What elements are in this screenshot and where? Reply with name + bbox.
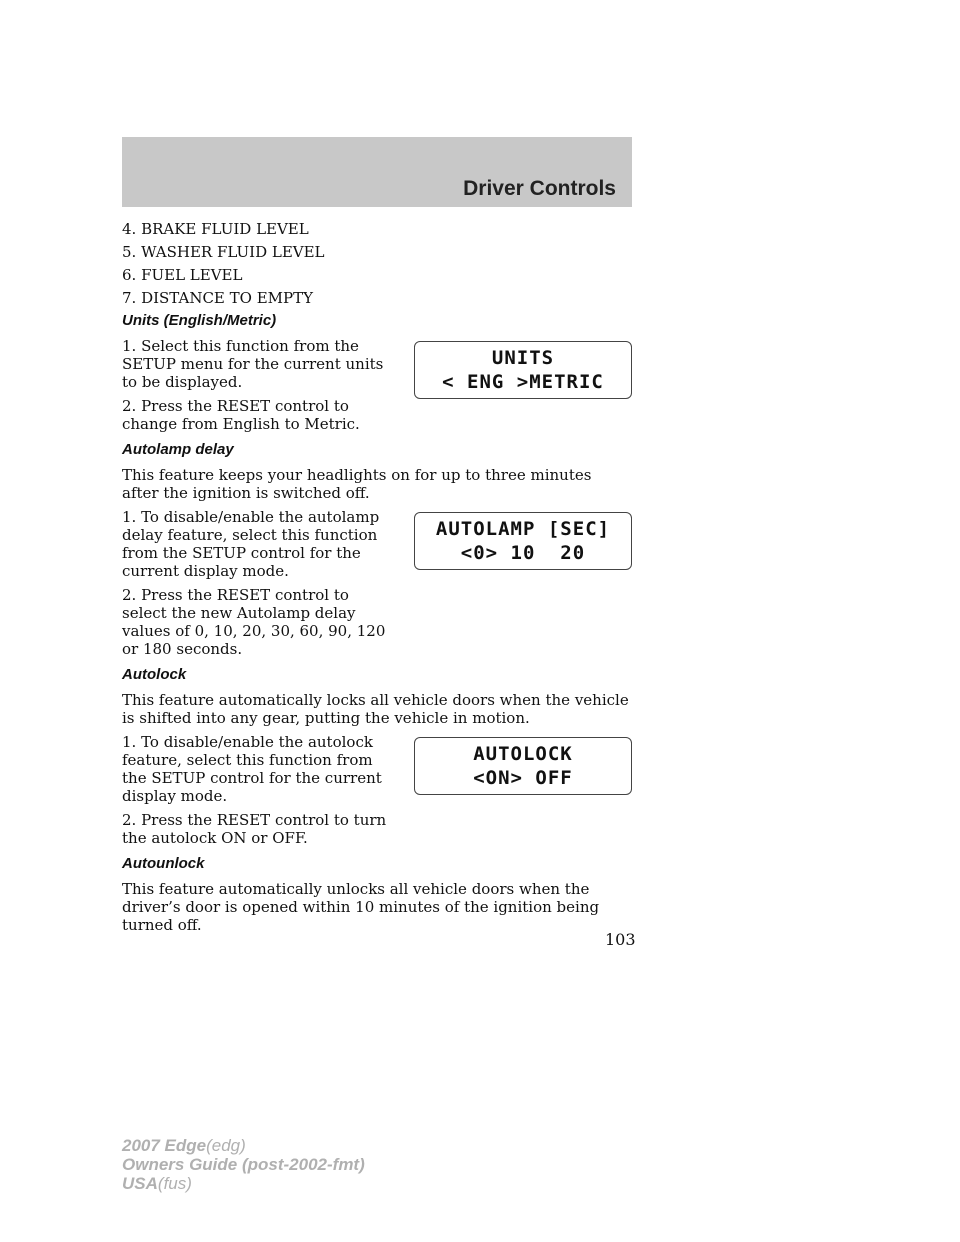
footer-model: 2007 Edge [122, 1136, 207, 1155]
autolamp-step-2: 2. Press the RESET control to select the new Autolamp delay values of 0, 10, 20, 30, 60, 90, 120 or 180 seconds. [122, 586, 386, 658]
list-item: 7. DISTANCE TO EMPTY [122, 289, 314, 307]
autolock-intro: This feature automatically locks all vehicle doors when the vehicle is shifted into any gear, putting the vehicle in motion. [122, 691, 629, 727]
page-number: 103 [605, 930, 636, 949]
units-display-line-2: < ENG >METRIC [442, 371, 604, 393]
list-item: 4. BRAKE FLUID LEVEL [122, 220, 309, 238]
units-heading: Units (English/Metric) [122, 312, 277, 329]
autolamp-display-line-1: AUTOLAMP [SEC] [435, 518, 611, 540]
autolamp-section [122, 508, 632, 664]
footer-model-code: (edg) [206, 1136, 246, 1155]
autolamp-display-line-2: <0> 10 20 [460, 542, 586, 564]
autounlock-intro: This feature automatically unlocks all vehicle doors when the driver’s door is opened within 10 minutes of the ignition being turned off. [122, 880, 600, 934]
footer-market-code: (fus) [157, 1174, 192, 1193]
autolock-display [414, 737, 632, 795]
autolock-display-line-2: <ON> OFF [473, 767, 573, 789]
autolamp-step-1: 1. To disable/enable the autolamp delay feature, select this function from the SETUP control for the current display mode. [122, 508, 380, 580]
list-item: 6. FUEL LEVEL [122, 266, 243, 284]
units-display [414, 341, 632, 399]
header-band [122, 137, 632, 207]
footer [122, 1136, 365, 1193]
autolock-heading: Autolock [122, 666, 187, 683]
autolock-section [122, 733, 632, 853]
autolamp-intro: This feature keeps your headlights on for up to three minutes after the ignition is switched off. [122, 466, 592, 502]
autounlock-heading: Autounlock [122, 855, 205, 872]
autolock-step-1: 1. To disable/enable the autolock feature, select this function from the SETUP control for the current display mode. [122, 733, 382, 805]
units-section [122, 337, 632, 439]
footer-guide: Owners Guide (post-2002-fmt) [122, 1155, 365, 1174]
autolock-display-line-1: AUTOLOCK [473, 743, 573, 765]
units-step-2: 2. Press the RESET control to change from English to Metric. [122, 397, 360, 433]
page-content [122, 220, 632, 940]
autolamp-heading: Autolamp delay [122, 441, 234, 458]
units-step-1: 1. Select this function from the SETUP menu for the current units to be displayed. [122, 337, 384, 391]
list-item: 5. WASHER FLUID LEVEL [122, 243, 325, 261]
units-display-line-1: UNITS [491, 347, 555, 369]
footer-market: USA [122, 1174, 158, 1193]
autolock-step-2: 2. Press the RESET control to turn the autolock ON or OFF. [122, 811, 387, 847]
autolamp-display [414, 512, 632, 570]
section-title: Driver Controls [463, 177, 616, 200]
